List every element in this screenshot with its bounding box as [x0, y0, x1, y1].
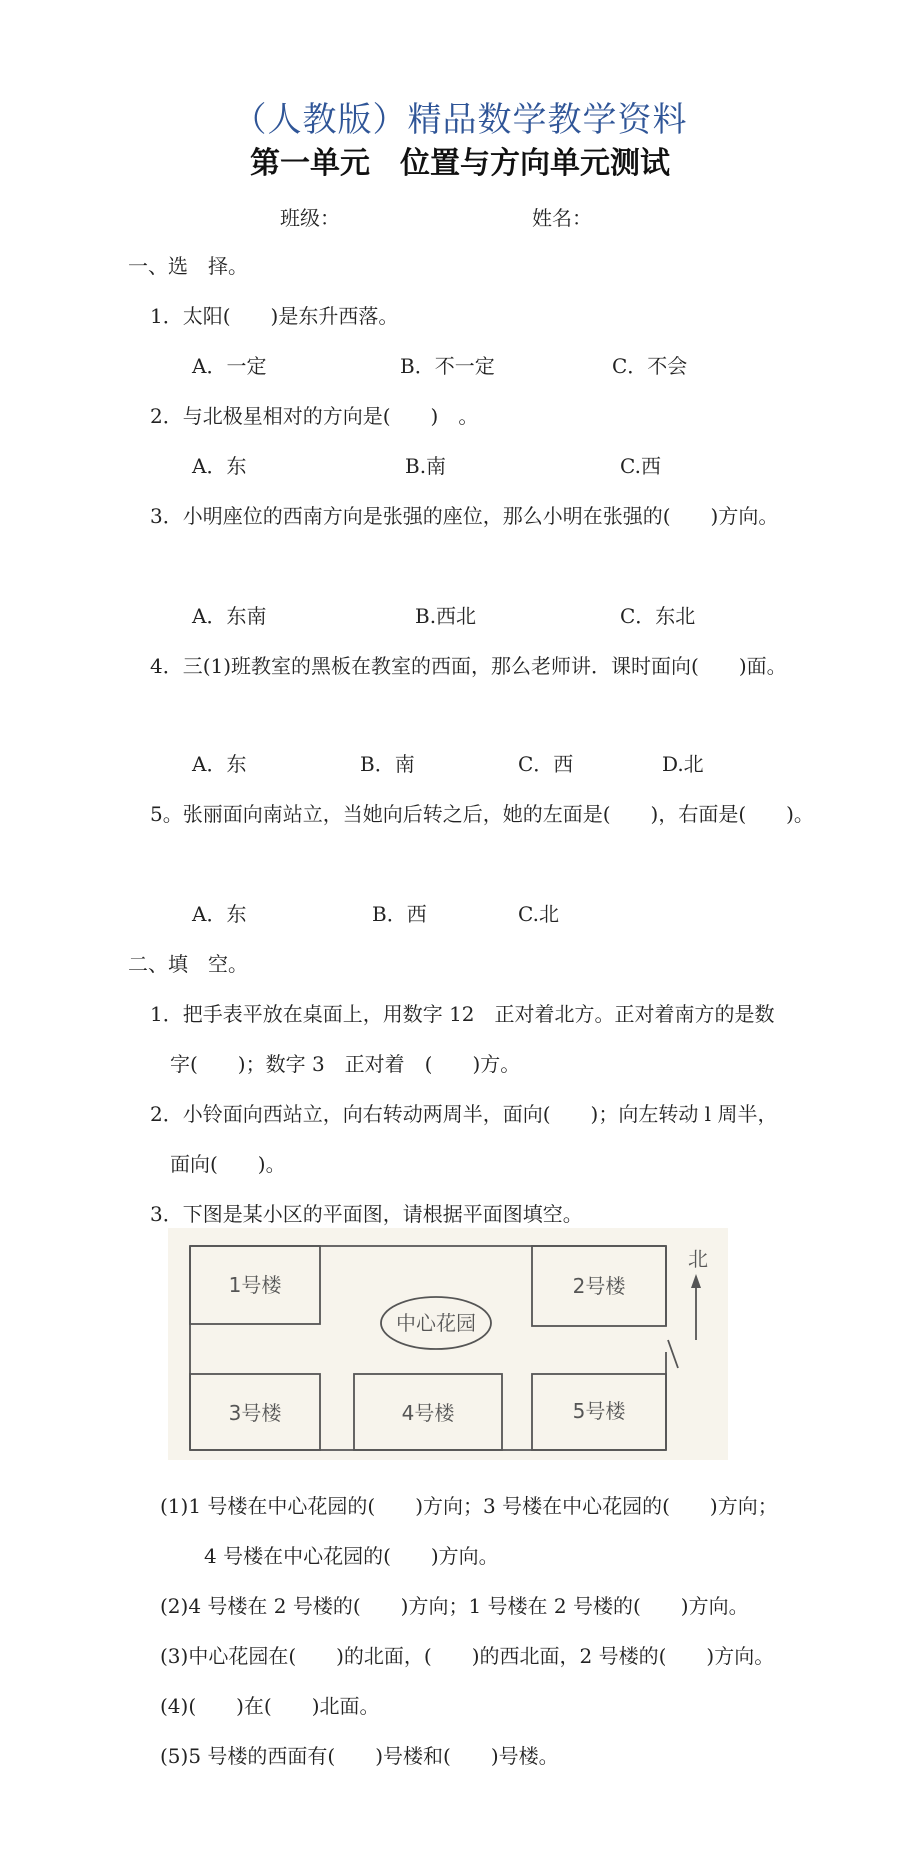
option-4a: A．东 [192, 752, 247, 776]
option-1c: C．不会 [612, 354, 688, 378]
question-3: 3．小明座位的西南方向是张强的座位，那么小明在张强的( )方向。 [150, 504, 779, 528]
sub-question-4: (4)( )在( )北面。 [160, 1694, 380, 1718]
class-label: 班级： [280, 206, 340, 230]
option-2c: C.西 [620, 454, 661, 478]
sub-question-5: (5)5 号楼的西面有( )号楼和( )号楼。 [160, 1744, 559, 1768]
name-label: 姓名： [532, 206, 592, 230]
fill-question-2-line2: 面向( )。 [170, 1152, 286, 1176]
option-1a: A．一定 [192, 354, 267, 378]
building-3-label: 3号楼 [228, 1401, 282, 1425]
option-2b: B.南 [405, 454, 447, 478]
question-2: 2．与北极星相对的方向是( ) 。 [150, 404, 479, 428]
north-label: 北 [688, 1247, 708, 1271]
page-title: 第一单元 位置与方向单元测试 [250, 146, 670, 181]
building-4-label: 4号楼 [401, 1401, 455, 1425]
sub-question-3: (3)中心花园在( )的北面，( )的西北面，2 号楼的( )方向。 [160, 1644, 775, 1668]
option-3c: C．东北 [620, 604, 696, 628]
question-4: 4．三(1)班教室的黑板在教室的西面，那么老师讲．课时面向( )面。 [150, 654, 787, 678]
garden-label: 中心花园 [396, 1311, 476, 1335]
option-3a: A．东南 [192, 604, 267, 628]
option-4b: B．南 [360, 752, 415, 776]
banner-title: （人教版）精品数学教学资料 [232, 100, 688, 140]
option-5a: A．东 [192, 902, 247, 926]
sub-question-2: (2)4 号楼在 2 号楼的( )方向；1 号楼在 2 号楼的( )方向。 [160, 1594, 749, 1618]
option-4d: D.北 [662, 752, 704, 776]
option-5b: B．西 [372, 902, 427, 926]
section-heading-choice: 一、选 择。 [128, 254, 248, 278]
building-1-label: 1号楼 [228, 1273, 282, 1297]
sub-question-1-line2: 4 号楼在中心花园的( )方向。 [204, 1544, 499, 1568]
building-2-label: 2号楼 [572, 1274, 626, 1298]
fill-question-1-line2: 字( )；数字 3 正对着 ( )方。 [170, 1052, 521, 1076]
option-3b: B.西北 [415, 604, 477, 628]
fill-question-3: 3．下图是某小区的平面图，请根据平面图填空。 [150, 1202, 583, 1226]
map-background [168, 1228, 728, 1460]
question-1: 1．太阳( )是东升西落。 [150, 304, 399, 328]
option-1b: B．不一定 [400, 354, 495, 378]
question-5: 5。张丽面向南站立，当她向后转之后，她的左面是( )，右面是( )。 [150, 802, 814, 826]
fill-question-2-line1: 2．小铃面向西站立，向右转动两周半，面向( )；向左转动 l 周半， [150, 1102, 778, 1126]
option-2a: A．东 [192, 454, 247, 478]
section-heading-fill: 二、填 空。 [128, 952, 248, 976]
option-5c: C.北 [518, 902, 559, 926]
option-4c: C．西 [518, 752, 574, 776]
sub-question-1-line1: (1)1 号楼在中心花园的( )方向；3 号楼在中心花园的( )方向； [160, 1494, 778, 1518]
community-plan-map [168, 1228, 728, 1460]
fill-question-1-line1: 1．把手表平放在桌面上，用数字 12 正对着北方。正对着南方的是数 [150, 1002, 775, 1026]
building-5-label: 5号楼 [572, 1399, 626, 1423]
